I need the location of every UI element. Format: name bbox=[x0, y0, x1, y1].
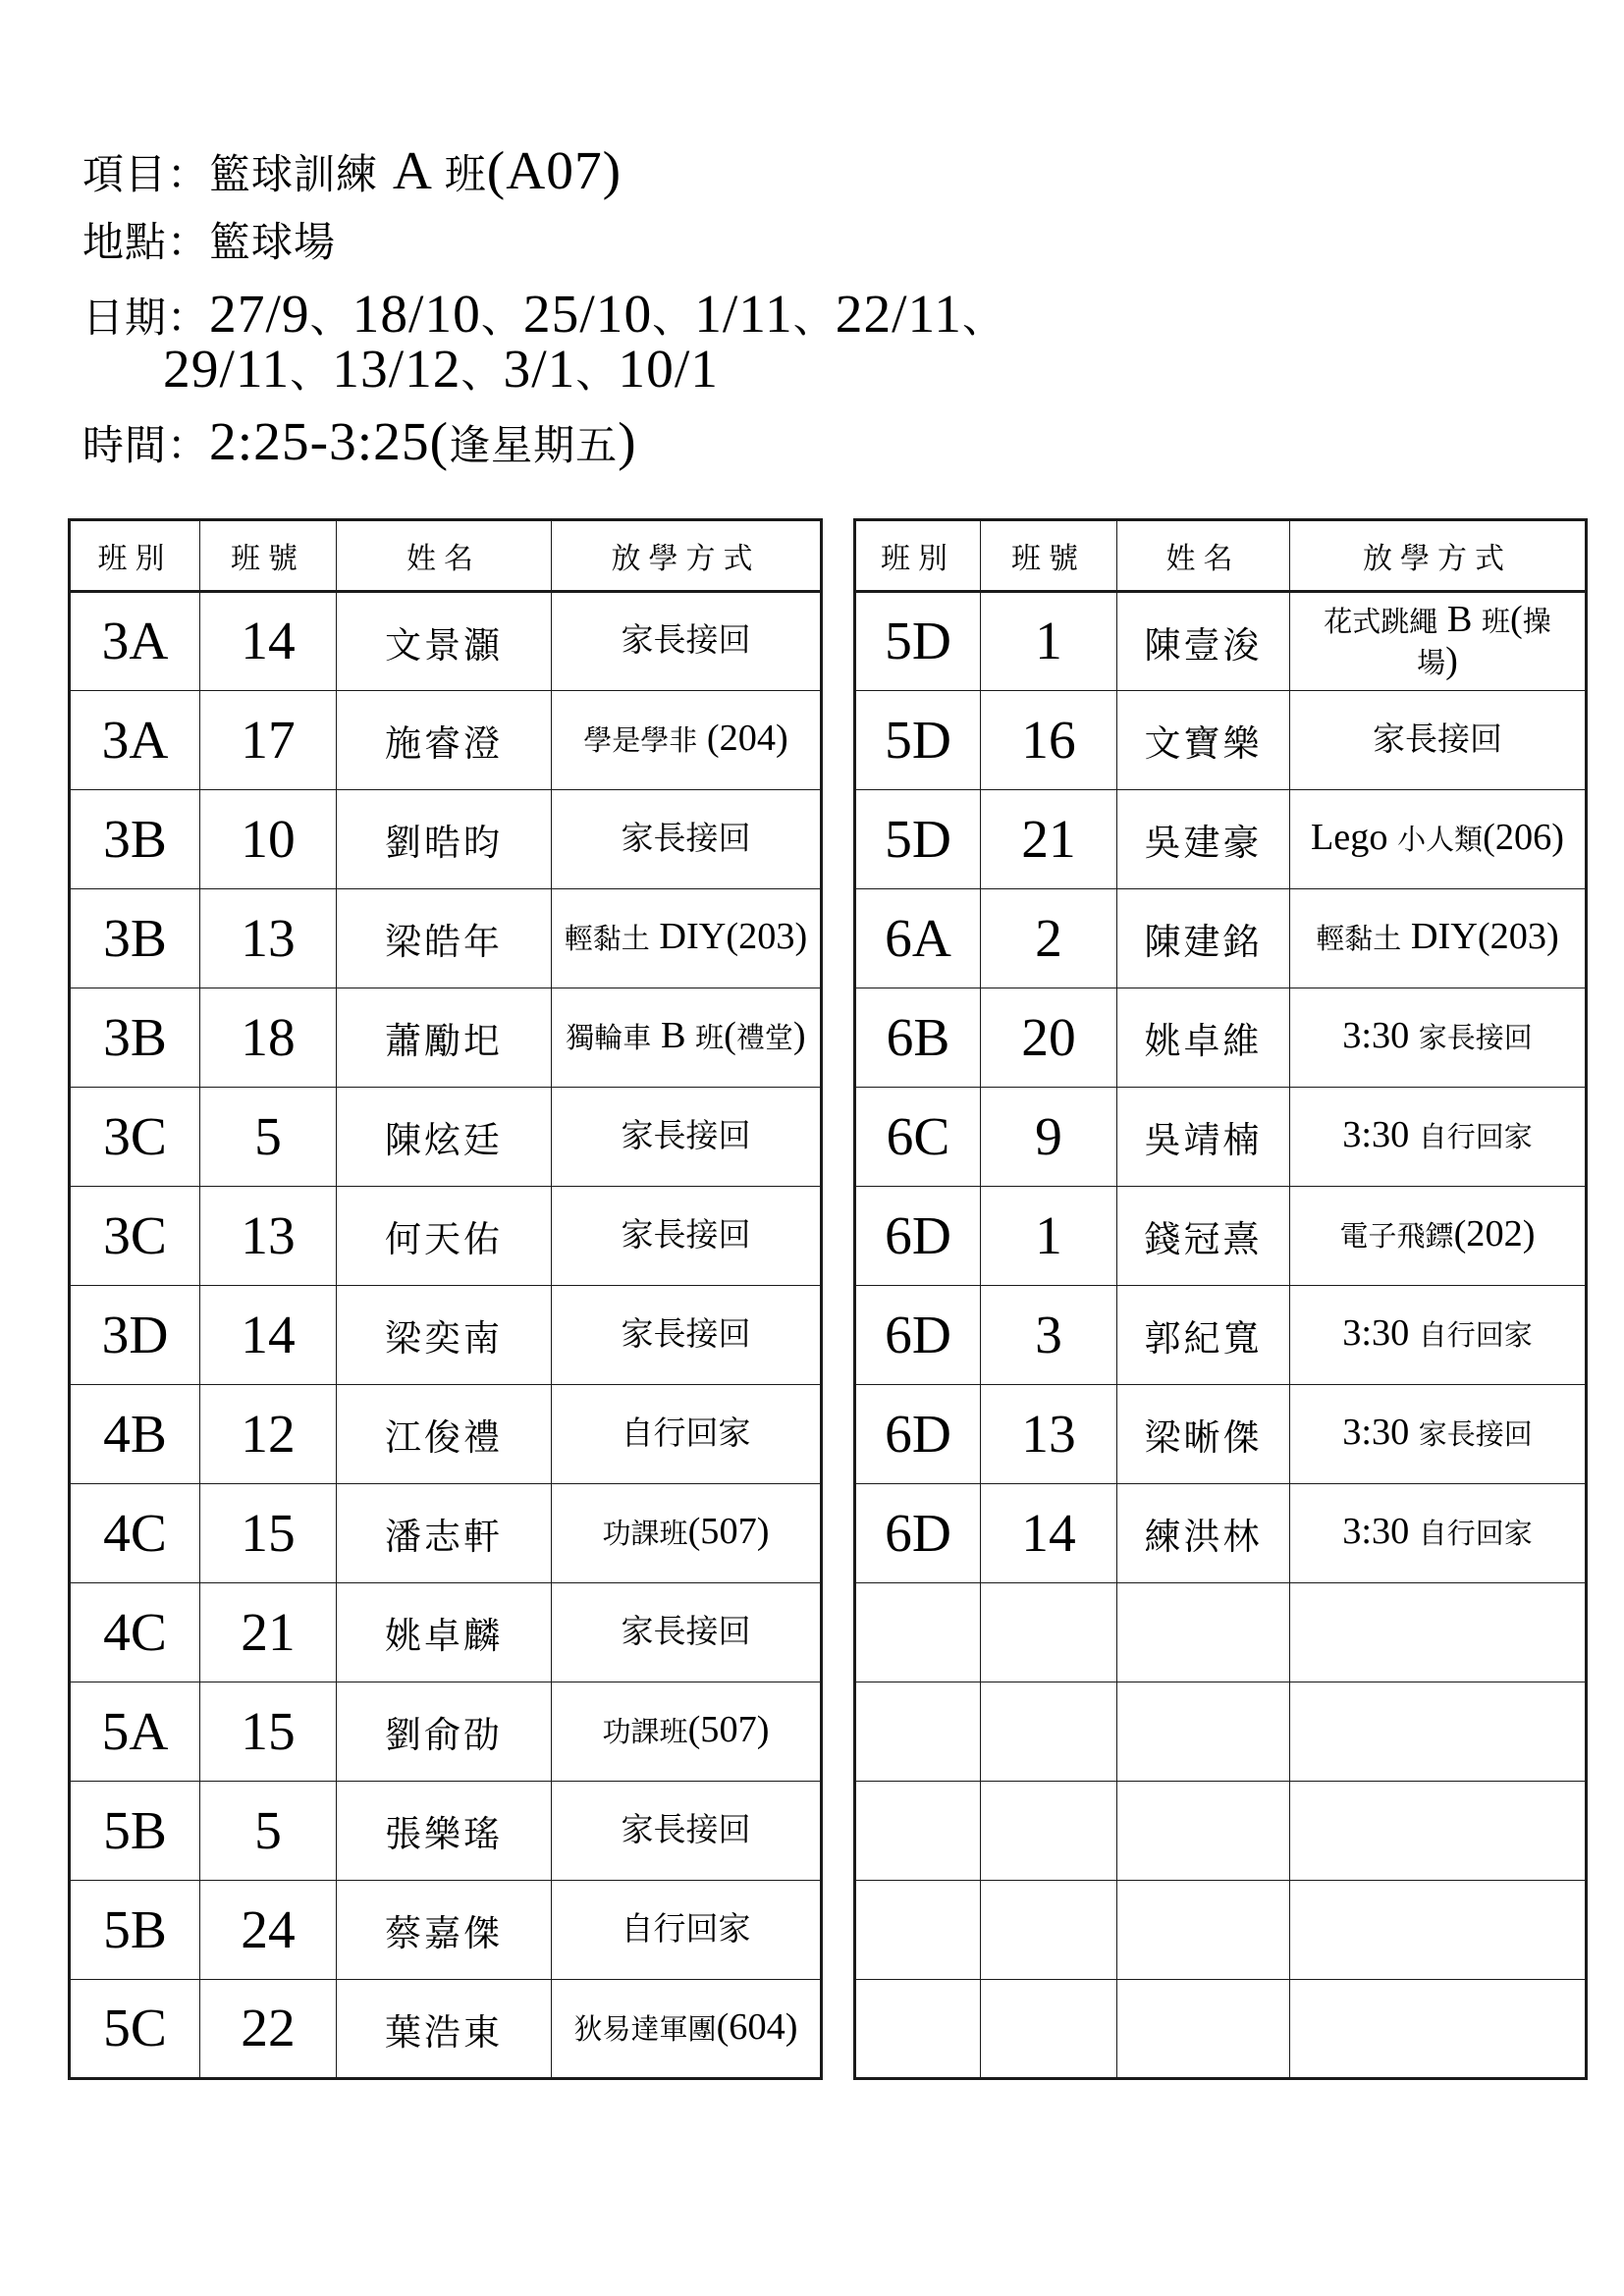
table-row bbox=[855, 1088, 1587, 1187]
cell-number bbox=[200, 1385, 337, 1484]
ascii-text: ( bbox=[1509, 598, 1523, 640]
cell-dismissal: 獨輪車 B 班(禮堂) bbox=[552, 988, 822, 1088]
cell-number bbox=[200, 1088, 337, 1187]
cell-number bbox=[981, 691, 1117, 790]
ascii-text: 3B bbox=[103, 907, 167, 968]
ascii-text: 2:25-3:25( bbox=[209, 411, 450, 471]
ascii-text: (204) bbox=[697, 718, 788, 760]
ascii-text: 22/11 bbox=[835, 284, 962, 344]
cell-class bbox=[70, 1187, 200, 1286]
cell-dismissal: 功課班(507) bbox=[552, 1484, 822, 1583]
cell-number bbox=[200, 988, 337, 1088]
cell-dismissal: 3:30 家長接回 bbox=[1290, 1385, 1587, 1484]
column-header-dismissal: 放學方式 bbox=[552, 520, 822, 592]
cell-name: 葉浩東 bbox=[337, 1980, 552, 2079]
ascii-text: 18/10 bbox=[352, 284, 481, 344]
ascii-text: 13/12 bbox=[332, 339, 461, 399]
cell-number bbox=[981, 592, 1117, 691]
cell-class bbox=[855, 790, 981, 889]
cell-class bbox=[855, 889, 981, 988]
cell-class bbox=[855, 592, 981, 691]
table-row bbox=[855, 592, 1587, 691]
ascii-text: 3B bbox=[103, 1006, 167, 1067]
table-row bbox=[855, 1881, 1587, 1980]
cell-name: 文寶樂 bbox=[1117, 691, 1290, 790]
cell-number bbox=[200, 1187, 337, 1286]
cell-class bbox=[70, 889, 200, 988]
ascii-text: 5B bbox=[103, 1898, 167, 1959]
ascii-text: 16 bbox=[1021, 709, 1076, 770]
cell-dismissal bbox=[1290, 1881, 1587, 1980]
ascii-text: 17 bbox=[241, 709, 296, 770]
ascii-text: ( bbox=[724, 1015, 736, 1057]
cell-dismissal: 3:30 自行回家 bbox=[1290, 1286, 1587, 1385]
cell-class bbox=[70, 1782, 200, 1881]
ascii-text: (202) bbox=[1453, 1213, 1536, 1255]
ascii-text: 4C bbox=[103, 1502, 167, 1563]
cell-class bbox=[855, 1484, 981, 1583]
cell-number bbox=[981, 889, 1117, 988]
ascii-text: 1 bbox=[1035, 611, 1062, 670]
ascii-text: 1 bbox=[1035, 1204, 1062, 1265]
cell-number bbox=[200, 889, 337, 988]
cell-dismissal: 家長接回 bbox=[552, 1782, 822, 1881]
cell-name: 張樂瑤 bbox=[337, 1782, 552, 1881]
ascii-text: 6D bbox=[885, 1403, 951, 1464]
ascii-text: 21 bbox=[241, 1601, 296, 1662]
cell-name bbox=[1117, 1782, 1290, 1881]
cell-dismissal: 家長接回 bbox=[552, 1583, 822, 1682]
ascii-text: 6D bbox=[885, 1204, 951, 1265]
column-header-class: 班別 bbox=[70, 520, 200, 592]
table-row bbox=[855, 889, 1587, 988]
cell-class bbox=[70, 1484, 200, 1583]
table-row bbox=[70, 889, 822, 988]
item-line: 項目：籃球訓練 A 班(A07) bbox=[82, 140, 623, 200]
cell-name: 錢冠熹 bbox=[1117, 1187, 1290, 1286]
cell-number bbox=[981, 988, 1117, 1088]
cell-class bbox=[70, 1583, 200, 1682]
left-roster-table bbox=[68, 518, 823, 2080]
ascii-text: 13 bbox=[241, 1204, 296, 1265]
cell-class bbox=[855, 1088, 981, 1187]
cell-number bbox=[981, 1583, 1117, 1682]
table-header-row bbox=[855, 520, 1587, 592]
column-header-number: 班號 bbox=[200, 520, 337, 592]
cell-number bbox=[981, 1980, 1117, 2079]
table-row bbox=[855, 1583, 1587, 1682]
date-line-continued: 29/11、13/12、3/1、10/1 bbox=[163, 339, 719, 399]
cell-name bbox=[1117, 1583, 1290, 1682]
ascii-text: 14 bbox=[241, 1304, 296, 1364]
ascii-text: 13 bbox=[1021, 1403, 1076, 1464]
cell-name: 梁奕南 bbox=[337, 1286, 552, 1385]
table-row bbox=[70, 1682, 822, 1782]
ascii-text: 25/10 bbox=[522, 284, 653, 344]
cell-number bbox=[200, 1286, 337, 1385]
column-header-number: 班號 bbox=[981, 520, 1117, 592]
table-row bbox=[70, 790, 822, 889]
cell-class bbox=[855, 1385, 981, 1484]
cell-class bbox=[855, 1187, 981, 1286]
ascii-text: 3:30 bbox=[1342, 1114, 1419, 1156]
cell-name: 蔡嘉傑 bbox=[337, 1881, 552, 1980]
ascii-text: 5A bbox=[101, 1700, 169, 1761]
cell-name: 吳靖楠 bbox=[1117, 1088, 1290, 1187]
ascii-text: 5D bbox=[885, 709, 951, 770]
cell-number bbox=[981, 1682, 1117, 1782]
cell-dismissal bbox=[1290, 1980, 1587, 2079]
ascii-text: 15 bbox=[241, 1700, 296, 1761]
ascii-text: 14 bbox=[241, 611, 296, 670]
cell-dismissal: 輕黏土 DIY(203) bbox=[1290, 889, 1587, 988]
ascii-text: 5 bbox=[254, 1799, 282, 1860]
table-row bbox=[855, 691, 1587, 790]
table-row bbox=[70, 1484, 822, 1583]
cell-number bbox=[981, 1881, 1117, 1980]
ascii-text: (A07) bbox=[486, 140, 623, 200]
ascii-text: 3/1 bbox=[503, 339, 576, 399]
ascii-text: 5 bbox=[254, 1105, 282, 1166]
cell-number bbox=[981, 1286, 1117, 1385]
cell-number bbox=[981, 1484, 1117, 1583]
ascii-text: (507) bbox=[687, 1511, 770, 1553]
ascii-text: 5C bbox=[103, 1998, 167, 2057]
table-row bbox=[70, 592, 822, 691]
column-header-dismissal: 放學方式 bbox=[1290, 520, 1587, 592]
ascii-text: (507) bbox=[687, 1709, 770, 1751]
cell-number bbox=[200, 1782, 337, 1881]
cell-number bbox=[200, 1682, 337, 1782]
cell-name bbox=[1117, 1881, 1290, 1980]
cell-dismissal bbox=[1290, 1782, 1587, 1881]
cell-number bbox=[200, 592, 337, 691]
cell-dismissal: 自行回家 bbox=[552, 1385, 822, 1484]
cell-name: 陳建銘 bbox=[1117, 889, 1290, 988]
ascii-text: Lego bbox=[1310, 817, 1398, 859]
ascii-text: (206) bbox=[1483, 817, 1565, 859]
cell-dismissal: 功課班(507) bbox=[552, 1682, 822, 1782]
date-line: 日期：27/9、18/10、25/10、1/11、22/11、 bbox=[82, 284, 1004, 344]
cell-dismissal: 家長接回 bbox=[552, 1286, 822, 1385]
cell-class bbox=[70, 592, 200, 691]
cell-name: 劉晧昀 bbox=[337, 790, 552, 889]
ascii-text: 15 bbox=[241, 1502, 296, 1563]
cell-name: 陳炫廷 bbox=[337, 1088, 552, 1187]
table-row bbox=[855, 1187, 1587, 1286]
cell-number bbox=[981, 1187, 1117, 1286]
ascii-text: 6D bbox=[885, 1304, 951, 1364]
table-row bbox=[855, 1286, 1587, 1385]
cell-dismissal: 學是學非 (204) bbox=[552, 691, 822, 790]
ascii-text: 3:30 bbox=[1342, 1312, 1419, 1355]
ascii-text: 3C bbox=[103, 1105, 167, 1166]
cell-class bbox=[70, 1286, 200, 1385]
table-row bbox=[855, 1782, 1587, 1881]
cell-number bbox=[981, 790, 1117, 889]
ascii-text: 10 bbox=[241, 808, 296, 869]
table-row bbox=[70, 1782, 822, 1881]
cell-class bbox=[855, 1682, 981, 1782]
cell-dismissal: 輕黏土 DIY(203) bbox=[552, 889, 822, 988]
ascii-text: 4B bbox=[103, 1403, 167, 1464]
cell-dismissal: 家長接回 bbox=[552, 1187, 822, 1286]
ascii-text: 18 bbox=[241, 1006, 296, 1067]
ascii-text: 6D bbox=[885, 1502, 951, 1563]
ascii-text: 24 bbox=[241, 1898, 296, 1959]
ascii-text: 12 bbox=[241, 1403, 296, 1464]
right-roster-table bbox=[853, 518, 1588, 2080]
table-row bbox=[70, 1980, 822, 2079]
cell-class bbox=[855, 988, 981, 1088]
table-row bbox=[70, 988, 822, 1088]
cell-dismissal: 家長接回 bbox=[552, 790, 822, 889]
cell-class bbox=[855, 1583, 981, 1682]
cell-dismissal: 3:30 自行回家 bbox=[1290, 1484, 1587, 1583]
cell-name bbox=[1117, 1682, 1290, 1782]
cell-class bbox=[855, 1782, 981, 1881]
cell-name: 練洪林 bbox=[1117, 1484, 1290, 1583]
cell-name: 郭紀寬 bbox=[1117, 1286, 1290, 1385]
cell-name: 文景灝 bbox=[337, 592, 552, 691]
table-header-row bbox=[70, 520, 822, 592]
cell-number bbox=[200, 1484, 337, 1583]
cell-name bbox=[1117, 1980, 1290, 2079]
table-row bbox=[70, 1187, 822, 1286]
cell-number bbox=[981, 1385, 1117, 1484]
cell-dismissal bbox=[1290, 1583, 1587, 1682]
table-row bbox=[70, 691, 822, 790]
ascii-text: 13 bbox=[241, 907, 296, 968]
cell-name: 施睿澄 bbox=[337, 691, 552, 790]
ascii-text: 22 bbox=[241, 1998, 296, 2057]
ascii-text: A bbox=[378, 140, 445, 200]
ascii-text: 29/11 bbox=[163, 339, 291, 399]
cell-class bbox=[70, 1980, 200, 2079]
ascii-text: 6A bbox=[885, 907, 951, 968]
cell-class bbox=[70, 1385, 200, 1484]
cell-number bbox=[981, 1088, 1117, 1187]
cell-dismissal: 家長接回 bbox=[552, 592, 822, 691]
cell-dismissal: 家長接回 bbox=[552, 1088, 822, 1187]
ascii-text: 6C bbox=[886, 1105, 950, 1166]
cell-name: 梁皓年 bbox=[337, 889, 552, 988]
column-header-name: 姓名 bbox=[337, 520, 552, 592]
ascii-text: 5D bbox=[885, 611, 951, 670]
ascii-text: 3A bbox=[101, 709, 169, 770]
table-row bbox=[855, 988, 1587, 1088]
cell-number bbox=[200, 1583, 337, 1682]
cell-class bbox=[70, 691, 200, 790]
ascii-text: 14 bbox=[1021, 1502, 1076, 1563]
ascii-text: 5D bbox=[885, 808, 951, 869]
cell-dismissal: 3:30 家長接回 bbox=[1290, 988, 1587, 1088]
cell-class bbox=[855, 1881, 981, 1980]
cell-dismissal bbox=[1290, 1682, 1587, 1782]
cell-name: 姚卓維 bbox=[1117, 988, 1290, 1088]
cell-class bbox=[70, 1881, 200, 1980]
table-row bbox=[70, 1881, 822, 1980]
cell-dismissal: 家長接回 bbox=[1290, 691, 1587, 790]
cell-name: 潘志軒 bbox=[337, 1484, 552, 1583]
ascii-text: ) bbox=[1445, 639, 1458, 681]
cell-class bbox=[855, 691, 981, 790]
table-row bbox=[70, 1385, 822, 1484]
cell-class bbox=[70, 1088, 200, 1187]
ascii-text: 3:30 bbox=[1342, 1015, 1419, 1057]
ascii-text: ) bbox=[792, 1015, 806, 1057]
cell-dismissal: 3:30 自行回家 bbox=[1290, 1088, 1587, 1187]
ascii-text: 4C bbox=[103, 1601, 167, 1662]
time-line: 時間：2:25-3:25(逢星期五) bbox=[82, 411, 637, 471]
ascii-text: 3C bbox=[103, 1204, 167, 1265]
cell-class bbox=[855, 1980, 981, 2079]
cell-dismissal: Lego 小人類(206) bbox=[1290, 790, 1587, 889]
ascii-text: B bbox=[1437, 598, 1482, 640]
ascii-text: 1/11 bbox=[694, 284, 793, 344]
cell-number bbox=[981, 1782, 1117, 1881]
cell-class bbox=[855, 1286, 981, 1385]
ascii-text: 3B bbox=[103, 808, 167, 869]
table-row bbox=[855, 1385, 1587, 1484]
ascii-text: 21 bbox=[1021, 808, 1076, 869]
cell-name: 江俊禮 bbox=[337, 1385, 552, 1484]
cell-name: 蕭勵圯 bbox=[337, 988, 552, 1088]
cell-number bbox=[200, 691, 337, 790]
cell-name: 劉俞劭 bbox=[337, 1682, 552, 1782]
cell-dismissal: 電子飛鏢(202) bbox=[1290, 1187, 1587, 1286]
ascii-text: 3 bbox=[1035, 1304, 1062, 1364]
cell-name: 梁晰傑 bbox=[1117, 1385, 1290, 1484]
cell-dismissal: 狄易達軍團(604) bbox=[552, 1980, 822, 2079]
cell-class bbox=[70, 988, 200, 1088]
ascii-text: 9 bbox=[1035, 1105, 1062, 1166]
ascii-text: 2 bbox=[1035, 907, 1062, 968]
cell-class bbox=[70, 1682, 200, 1782]
table-row bbox=[855, 790, 1587, 889]
cell-number bbox=[200, 790, 337, 889]
ascii-text: DIY(203) bbox=[649, 916, 808, 958]
table-row bbox=[855, 1484, 1587, 1583]
table-row bbox=[855, 1682, 1587, 1782]
table-row bbox=[70, 1286, 822, 1385]
ascii-text: 10/1 bbox=[618, 339, 719, 399]
ascii-text: 3:30 bbox=[1342, 1412, 1419, 1454]
ascii-text: 20 bbox=[1021, 1006, 1076, 1067]
ascii-text: 3:30 bbox=[1342, 1511, 1419, 1553]
venue-line: 地點：籃球場 bbox=[82, 221, 337, 266]
cell-name: 陳壹浚 bbox=[1117, 592, 1290, 691]
ascii-text: 3D bbox=[101, 1304, 169, 1364]
cell-number bbox=[200, 1980, 337, 2079]
cell-name: 吳建豪 bbox=[1117, 790, 1290, 889]
cell-dismissal: 自行回家 bbox=[552, 1881, 822, 1980]
ascii-text: 27/9 bbox=[209, 284, 310, 344]
cell-class bbox=[70, 790, 200, 889]
table-row bbox=[70, 1583, 822, 1682]
column-header-class: 班別 bbox=[855, 520, 981, 592]
ascii-text: DIY(203) bbox=[1401, 916, 1559, 958]
ascii-text: 5B bbox=[103, 1799, 167, 1860]
table-row bbox=[70, 1088, 822, 1187]
ascii-text: 3A bbox=[101, 611, 169, 670]
ascii-text: (604) bbox=[716, 2005, 798, 2048]
cell-name: 何天佑 bbox=[337, 1187, 552, 1286]
cell-number bbox=[200, 1881, 337, 1980]
table-row bbox=[855, 1980, 1587, 2079]
cell-dismissal: 花式跳繩 B 班(操 場) bbox=[1290, 592, 1587, 691]
cell-name: 姚卓麟 bbox=[337, 1583, 552, 1682]
column-header-name: 姓名 bbox=[1117, 520, 1290, 592]
ascii-text: ) bbox=[618, 411, 637, 471]
ascii-text: 6B bbox=[886, 1006, 950, 1067]
ascii-text: B bbox=[651, 1015, 696, 1057]
